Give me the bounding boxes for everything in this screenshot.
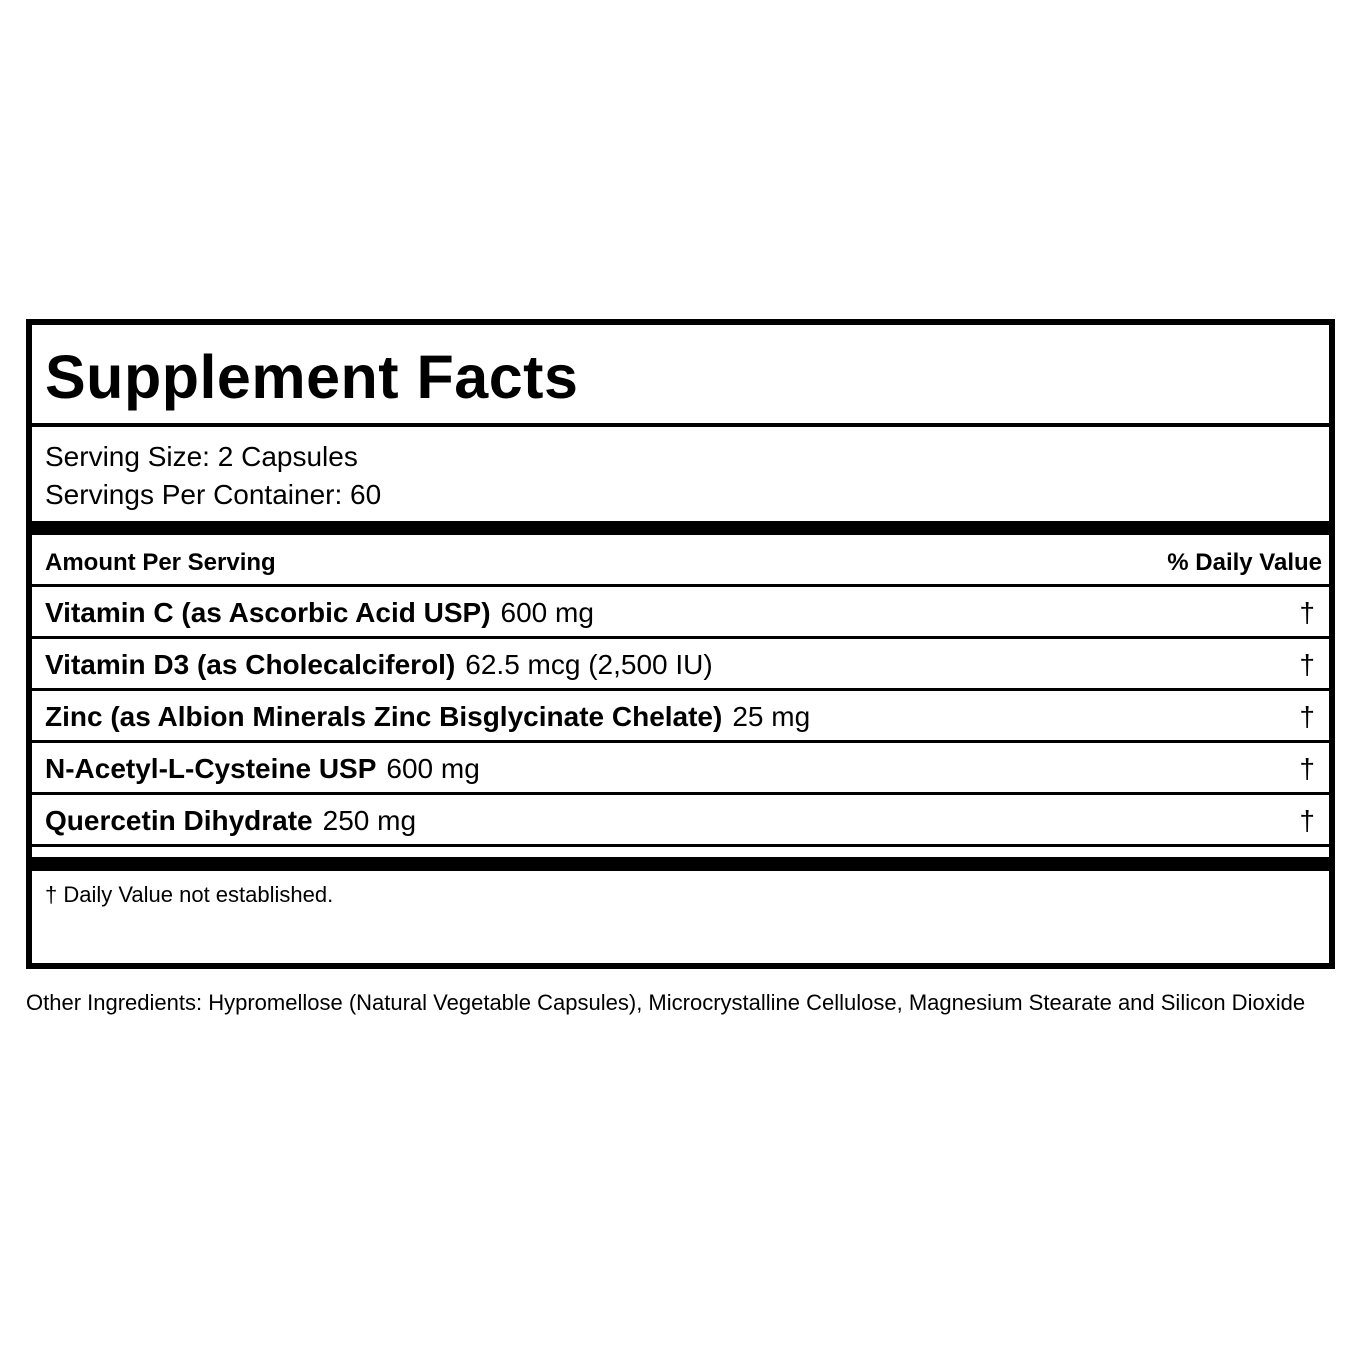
serving-info — [45, 438, 381, 514]
nutrient-name: Vitamin C (as Ascorbic Acid USP) — [45, 597, 491, 628]
nutrient-row — [32, 691, 1329, 743]
thick-divider — [32, 521, 1329, 535]
nutrient-amount: 600 mg — [386, 753, 480, 784]
nutrient-row — [32, 587, 1329, 639]
title-row — [32, 325, 1329, 427]
panel-title: Supplement Facts — [45, 343, 579, 411]
nutrient-name: Quercetin Dihydrate — [45, 805, 313, 836]
supplement-facts-panel — [26, 319, 1335, 969]
other-ingredients: Other Ingredients: Hypromellose (Natural Vegetable Capsules), Microcrystalline Cellulose, Magnesium Stearate and Silicon Dioxide — [26, 990, 1306, 1015]
nutrient-daily-value: † — [1299, 701, 1315, 732]
daily-value-header: % Daily Value — [1167, 549, 1322, 576]
amount-per-serving-header: Amount Per Serving — [45, 549, 276, 576]
nutrient-amount: 600 mg — [500, 597, 594, 628]
nutrient-amount: 25 mg — [732, 701, 811, 732]
nutrient-row — [32, 795, 1329, 847]
nutrient-name: Vitamin D3 (as Cholecalciferol) — [45, 649, 456, 680]
empty-row — [32, 847, 1329, 857]
daily-value-footnote: † Daily Value not established. — [45, 882, 334, 907]
nutrient-name: Zinc (as Albion Minerals Zinc Bisglycinate Chelate) — [45, 701, 723, 732]
nutrient-amount: 250 mg — [322, 805, 417, 836]
nutrient-row — [32, 743, 1329, 795]
servings-per-container: Servings Per Container: 60 — [45, 479, 382, 510]
nutrient-daily-value: † — [1299, 753, 1315, 784]
serving-size: Serving Size: 2 Capsules — [45, 441, 358, 472]
thick-divider — [32, 857, 1329, 871]
nutrient-daily-value: † — [1299, 649, 1315, 680]
column-header-row — [32, 535, 1329, 587]
nutrient-amount: 62.5 mcg (2,500 IU) — [465, 649, 713, 680]
nutrient-row — [32, 639, 1329, 691]
nutrient-daily-value: † — [1299, 597, 1315, 628]
nutrient-daily-value: † — [1299, 805, 1315, 836]
nutrient-name: N-Acetyl-L-Cysteine USP — [45, 753, 377, 784]
